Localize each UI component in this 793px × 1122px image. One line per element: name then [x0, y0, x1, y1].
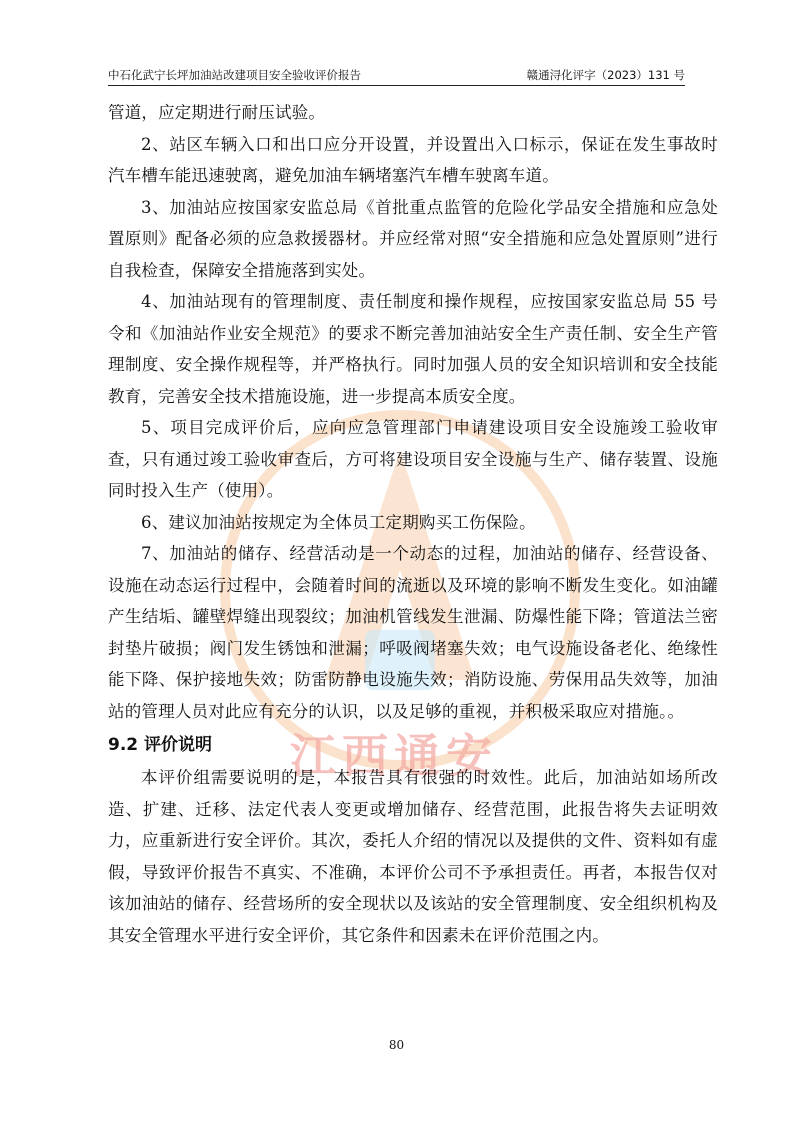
- header-document-number: 赣通浔化评字（2023）131 号: [526, 68, 685, 82]
- paragraph: 2、站区车辆入口和出口应分开设置，并设置出入口标示，保证在发生事故时汽车槽车能迅速驶离，避免加油车辆堵塞汽车槽车驶离车道。: [108, 134, 718, 185]
- paragraph: 管道，应定期进行耐压试验。: [108, 103, 326, 122]
- section-title: 9.2 评价说明: [108, 735, 213, 755]
- section-body: [108, 762, 718, 951]
- watermark-text: 江西通安: [290, 729, 498, 783]
- header-report-title: 中石化武宁长坪加油站改建项目安全验收评价报告: [108, 68, 361, 82]
- page-header: [108, 66, 685, 86]
- paragraph: 6、建议加油站按规定为全体员工定期购买工伤保险。: [141, 512, 536, 532]
- recommendations-list: [108, 97, 718, 727]
- page-number: 80: [388, 1038, 405, 1052]
- paragraph: 3、加油站应按国家安监总局《首批重点监管的危险化学品安全措施和应急处置原则》配备必须的应急救援器材。并应经常对照“安全措施和应急处置原则”进行自我检查，保障安全措施落到实处。: [108, 197, 718, 280]
- paragraph: 7、加油站的储存、经营活动是一个动态的过程，加油站的储存、经营设备、设施在动态运行过程中，会随着时间的流逝以及环境的影响不断发生变化。如油罐产生结垢、罐壁焊缝出现裂纹；加油机管线发生泄漏、防爆性能下降；管道法兰密封垫片破损；阀门发生锈蚀和泄漏；呼吸阀堵塞失效；电气设施设备老化、绝缘性能下降、保护接地失效；防雷防静电设施失效；消防设施、劳保用品失效等，加油站的管理人员对此应有充分的认识，以及足够的重视，并积极采取应对措施。。: [108, 544, 718, 721]
- paragraph: 5、项目完成评价后，应向应急管理部门申请建设项目安全设施竣工验收审查，只有通过竣工验收审查后，方可将建设项目安全设施与生产、储存装置、设施同时投入生产（使用）。: [108, 418, 718, 500]
- document-body: [108, 97, 718, 951]
- paragraph: 本评价组需要说明的是，本报告具有很强的时效性。此后，加油站如场所改造、扩建、迁移、法定代表人变更或增加储存、经营范围，此报告将失去证明效力，应重新进行安全评价。其次，委托人介绍的情况以及提供的文件、资料如有虚假，导致评价报告不真实、不准确，本评价公司不予承担责任。再者，本报告仅对该加油站的储存、经营场所的安全现状以及该站的安全管理制度、安全组织机构及其安全管理水平进行安全评价，其它条件和因素未在评价范围之内。: [108, 768, 718, 945]
- paragraph: 4、加油站现有的管理制度、责任制度和操作规程，应按国家安监总局 55 号令和《加油站作业安全规范》的要求不断完善加油站安全生产责任制、安全生产管理制度、安全操作规程等，并严格执行。同时加强人员的安全知识培训和安全技能教育，完善安全技术措施设施，进一步提高本质安全度。: [108, 292, 718, 406]
